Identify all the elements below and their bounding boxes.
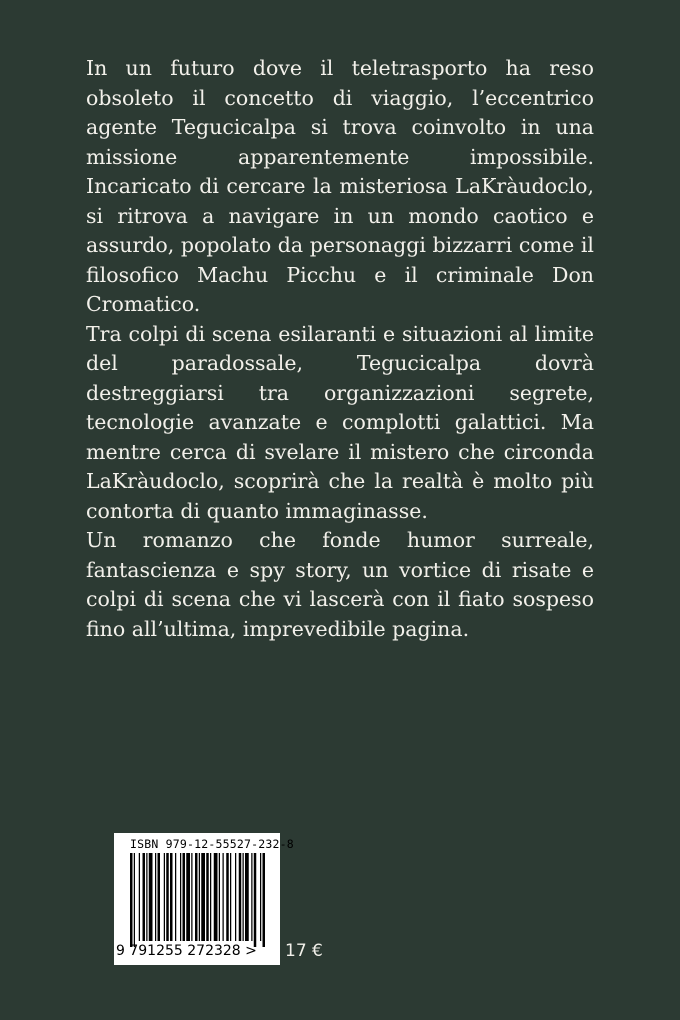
blurb-paragraph-2: Tra colpi di scena esilaranti e situazioni al limite del paradossale, Tegucicalpa dovrà destreggiarsi tra organizzazioni segrete, tecnologie avanzate e complotti galattici. Ma mentre cerca di svelare il mistero che circonda LaKràudoclo, scoprirà che la realtà è molto più contorta di quanto immaginasse. [86, 321, 594, 523]
barcode-bar [164, 853, 165, 941]
barcode-bar [254, 853, 257, 947]
barcode-bar [139, 853, 140, 941]
barcode-bar [199, 853, 200, 941]
barcode-bar [206, 853, 209, 941]
barcode-bar [143, 853, 146, 941]
barcode-bar [166, 853, 169, 941]
barcode-bar [175, 853, 176, 941]
barcode-bar [226, 853, 229, 941]
barcode-bar [191, 853, 192, 941]
barcode-bar [223, 853, 224, 941]
barcode-bar [214, 853, 218, 941]
barcode-bars [130, 853, 266, 947]
barcode-bar [146, 853, 147, 941]
barcode-bar [134, 853, 135, 947]
barcode-bar [130, 853, 133, 947]
barcode-bar [195, 853, 198, 941]
blurb-paragraph-3: Un romanzo che fonde humor surreale, fantascienza e spy story, un vortice di risate e colpi di scena che vi lascerà con il fiato sospeso fino all’ultima, imprevedibile pagina. [86, 528, 594, 641]
barcode-bar [180, 853, 181, 941]
barcode-bar [149, 853, 153, 941]
barcode-bar [155, 853, 156, 941]
barcode-bar [183, 853, 186, 941]
blurb-text [86, 54, 594, 644]
isbn-label: ISBN 979-12-55527-232-8 [130, 837, 294, 851]
barcode-bar [170, 853, 173, 941]
barcode-bar [245, 853, 249, 941]
barcode-bar [239, 853, 242, 941]
barcode-bar [243, 853, 244, 941]
barcode-bar [235, 853, 236, 941]
blurb-paragraph-1: In un futuro dove il teletrasporto ha reso obsoleto il concetto di viaggio, l’eccentrico agente Tegucicalpa si trova coinvolto in una missione apparentemente impossibile. Incaricato di cercare la misteriosa LaKràudoclo, si ritrova a navigare in un mondo caotico e assurdo, popolato da personaggi bizzarri come il filosofico Machu Picchu e il criminale Don Cromatico. [86, 56, 594, 316]
barcode-bar [260, 853, 261, 941]
price-label: 17 € [285, 941, 323, 961]
barcode-bar [251, 853, 252, 941]
isbn-barcode [114, 833, 294, 965]
barcode-bar [210, 853, 211, 941]
barcode-digits: 9 791255 272328 > [116, 943, 257, 959]
barcode-bar [219, 853, 220, 941]
barcode-bar [186, 853, 190, 941]
barcode-bar [158, 853, 161, 941]
barcode-bar [263, 853, 266, 947]
barcode-bar [201, 853, 205, 941]
barcode-bar [230, 853, 231, 941]
